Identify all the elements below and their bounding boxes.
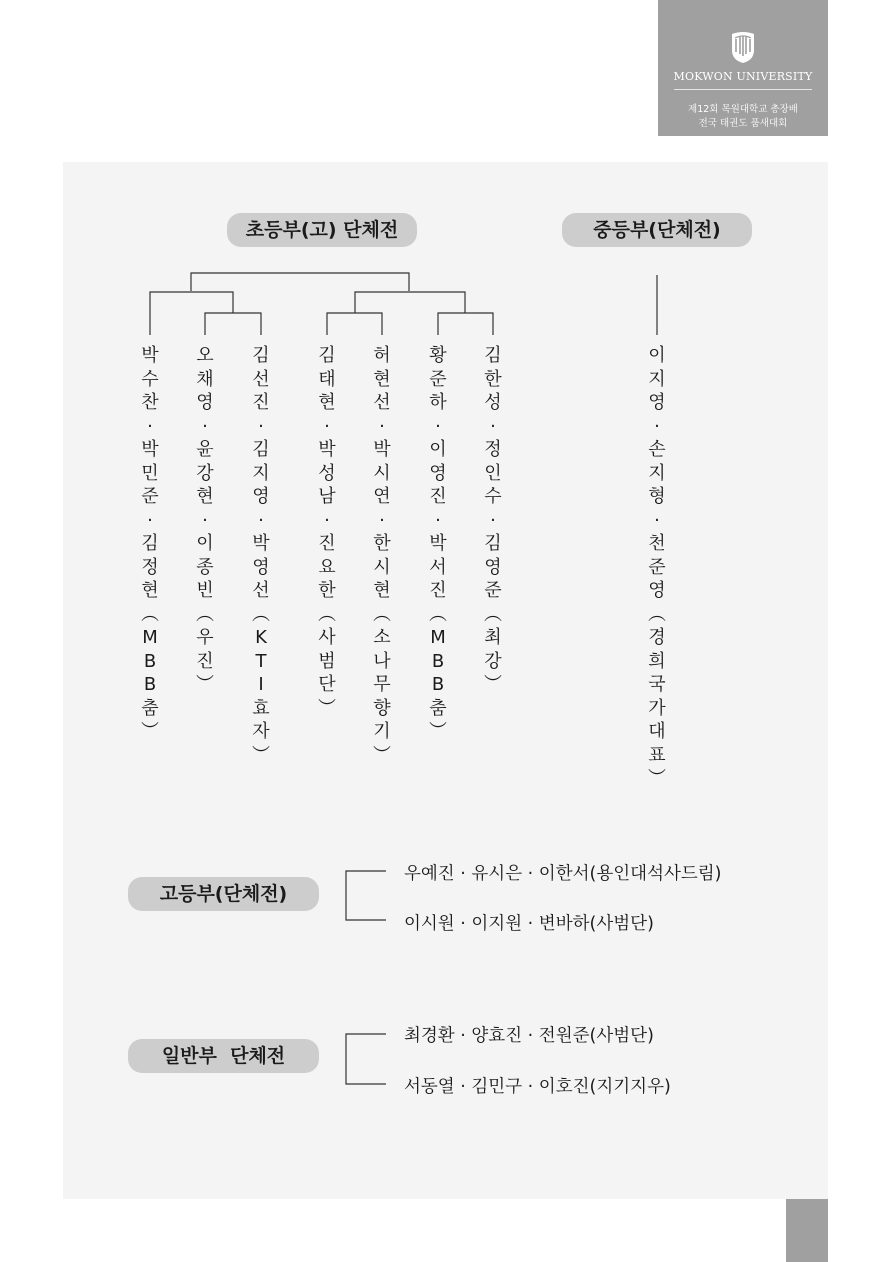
- team-char: 김: [252, 345, 270, 366]
- team-char: 희: [648, 650, 666, 672]
- team-char: ·: [435, 509, 441, 531]
- team-char: 영: [196, 392, 214, 413]
- team-char: 박: [141, 439, 159, 460]
- team-char: ︶: [141, 721, 159, 742]
- team-char: 기: [373, 721, 391, 742]
- team-char: 대: [648, 721, 666, 742]
- team-char: ·: [258, 415, 264, 437]
- badge-divider: [674, 89, 812, 90]
- elementary-team-4: [313, 344, 341, 720]
- team-char: 현: [318, 392, 336, 413]
- team-char: 허: [373, 345, 391, 366]
- team-char: 강: [484, 650, 502, 672]
- team-char: ︶: [196, 674, 214, 695]
- team-char: B: [431, 650, 445, 672]
- team-char: 정: [484, 439, 502, 460]
- team-char: T: [255, 650, 267, 672]
- team-char: 지: [648, 462, 666, 484]
- team-char: 준: [141, 486, 159, 507]
- team-char: ︵: [141, 603, 159, 625]
- team-char: ︵: [196, 603, 214, 625]
- team-char: 빈: [196, 580, 214, 601]
- team-char: ︶: [252, 744, 270, 766]
- team-char: ·: [202, 509, 208, 531]
- team-char: 김: [141, 533, 159, 554]
- team-char: 한: [484, 368, 502, 390]
- team-char: ·: [379, 415, 385, 437]
- team-char: 현: [196, 486, 214, 507]
- event-title-line2: 전국 태권도 품새대회: [698, 118, 788, 129]
- elementary-title: 초등부(고) 단체전: [227, 213, 417, 247]
- team-char: 준: [648, 556, 666, 578]
- team-char: 단: [318, 674, 336, 695]
- team-char: ·: [258, 509, 264, 531]
- team-char: 손: [648, 439, 666, 460]
- team-char: 성: [318, 462, 336, 484]
- team-char: ︶: [484, 674, 502, 695]
- team-char: ·: [435, 415, 441, 437]
- team-char: 지: [252, 462, 270, 484]
- team-char: 춤: [429, 697, 447, 719]
- team-char: 이: [196, 533, 214, 554]
- general-entry-1: 최경환 · 양효진 · 전원준(사범단): [404, 1026, 654, 1046]
- team-char: M: [142, 627, 158, 648]
- team-char: 진: [429, 580, 447, 601]
- middle-title: 중등부(단체전): [562, 213, 752, 247]
- team-char: 진: [252, 392, 270, 413]
- team-char: 남: [318, 486, 336, 507]
- team-char: ︵: [373, 603, 391, 625]
- team-char: 이: [648, 345, 666, 366]
- team-char: 국: [648, 674, 666, 695]
- team-char: B: [431, 674, 445, 695]
- team-char: 김: [252, 439, 270, 460]
- team-char: 정: [141, 556, 159, 578]
- team-char: 나: [373, 650, 391, 672]
- team-char: ·: [379, 509, 385, 531]
- team-char: 찬: [141, 392, 159, 413]
- team-char: 영: [484, 556, 502, 578]
- team-char: ︶: [429, 721, 447, 742]
- university-name: MOKWON UNIVERSITY: [673, 70, 813, 83]
- team-char: 향: [373, 697, 391, 719]
- header-badge: [658, 0, 828, 136]
- team-char: 영: [252, 556, 270, 578]
- team-char: ︵: [648, 603, 666, 625]
- team-char: 종: [196, 556, 214, 578]
- team-char: 영: [429, 462, 447, 484]
- team-char: ︵: [484, 603, 502, 625]
- team-char: 진: [429, 486, 447, 507]
- team-char: ︵: [429, 603, 447, 625]
- team-char: 김: [318, 345, 336, 366]
- team-char: 한: [318, 580, 336, 601]
- team-char: 황: [429, 345, 447, 366]
- team-char: ·: [490, 509, 496, 531]
- elementary-team-7: [479, 344, 507, 697]
- team-char: 형: [648, 486, 666, 507]
- team-char: 박: [252, 533, 270, 554]
- high-entry-1: 우예진 · 유시은 · 이한서(용인대석사드림): [404, 864, 722, 884]
- elementary-team-3: [247, 344, 275, 767]
- team-char: 요: [318, 556, 336, 578]
- team-char: ·: [654, 509, 660, 531]
- team-char: 선: [252, 580, 270, 601]
- page-tab: [786, 1199, 828, 1262]
- team-char: 윤: [196, 439, 214, 460]
- team-char: ︶: [318, 697, 336, 719]
- team-char: 현: [373, 580, 391, 601]
- team-char: 김: [484, 345, 502, 366]
- team-char: 진: [318, 533, 336, 554]
- general-title: 일반부 단체전: [128, 1039, 319, 1073]
- team-char: 자: [252, 721, 270, 742]
- team-char: 효: [252, 697, 270, 719]
- team-char: 천: [648, 533, 666, 554]
- team-char: 최: [484, 627, 502, 648]
- team-char: 채: [196, 368, 214, 390]
- team-char: ·: [202, 415, 208, 437]
- high-title: 고등부(단체전): [128, 877, 319, 911]
- team-char: 박: [141, 345, 159, 366]
- team-char: B: [143, 674, 157, 695]
- team-char: K: [255, 627, 267, 648]
- team-char: 사: [318, 627, 336, 648]
- team-char: 준: [429, 368, 447, 390]
- team-char: 시: [373, 462, 391, 484]
- team-char: 민: [141, 462, 159, 484]
- team-char: 진: [196, 650, 214, 672]
- team-char: 이: [429, 439, 447, 460]
- team-char: ︶: [373, 744, 391, 766]
- team-char: 하: [429, 392, 447, 413]
- middle-team-1: [643, 344, 671, 791]
- team-char: M: [430, 627, 446, 648]
- team-char: 지: [648, 368, 666, 390]
- team-char: 영: [252, 486, 270, 507]
- team-char: 박: [429, 533, 447, 554]
- team-char: 무: [373, 674, 391, 695]
- team-char: 가: [648, 697, 666, 719]
- team-char: I: [258, 674, 264, 695]
- team-char: ︵: [318, 603, 336, 625]
- university-logo-icon: [730, 30, 756, 64]
- team-char: ︶: [648, 768, 666, 789]
- team-char: 경: [648, 627, 666, 648]
- team-char: 현: [373, 368, 391, 390]
- team-char: 수: [141, 368, 159, 390]
- team-char: 한: [373, 533, 391, 554]
- team-char: 현: [141, 580, 159, 601]
- team-char: 소: [373, 627, 391, 648]
- team-char: 영: [648, 580, 666, 601]
- team-char: 범: [318, 650, 336, 672]
- team-char: 우: [196, 627, 214, 648]
- team-char: 시: [373, 556, 391, 578]
- elementary-team-1: [136, 344, 164, 744]
- team-char: 영: [648, 392, 666, 413]
- team-char: ︵: [252, 603, 270, 625]
- team-char: 오: [196, 345, 214, 366]
- high-entry-2: 이시원 · 이지원 · 변바하(사범단): [404, 914, 654, 934]
- team-char: 수: [484, 486, 502, 507]
- team-char: 준: [484, 580, 502, 601]
- team-char: 태: [318, 368, 336, 390]
- team-char: 김: [484, 533, 502, 554]
- team-char: 박: [318, 439, 336, 460]
- elementary-team-2: [191, 344, 219, 697]
- team-char: 선: [373, 392, 391, 413]
- team-char: ·: [147, 509, 153, 531]
- team-char: ·: [490, 415, 496, 437]
- team-char: 박: [373, 439, 391, 460]
- event-title-line1: 제12회 목원대학교 총장배: [688, 104, 798, 115]
- general-entry-2: 서동열 · 김민구 · 이호진(지기지우): [404, 1077, 671, 1097]
- team-char: 표: [648, 744, 666, 766]
- team-char: B: [143, 650, 157, 672]
- team-char: 춤: [141, 697, 159, 719]
- team-char: 인: [484, 462, 502, 484]
- team-char: ·: [654, 415, 660, 437]
- team-char: 선: [252, 368, 270, 390]
- team-char: ·: [147, 415, 153, 437]
- team-char: ·: [324, 415, 330, 437]
- team-char: 연: [373, 486, 391, 507]
- elementary-team-5: [368, 344, 396, 767]
- team-char: 성: [484, 392, 502, 413]
- team-char: ·: [324, 509, 330, 531]
- team-char: 서: [429, 556, 447, 578]
- elementary-team-6: [424, 344, 452, 744]
- team-char: 강: [196, 462, 214, 484]
